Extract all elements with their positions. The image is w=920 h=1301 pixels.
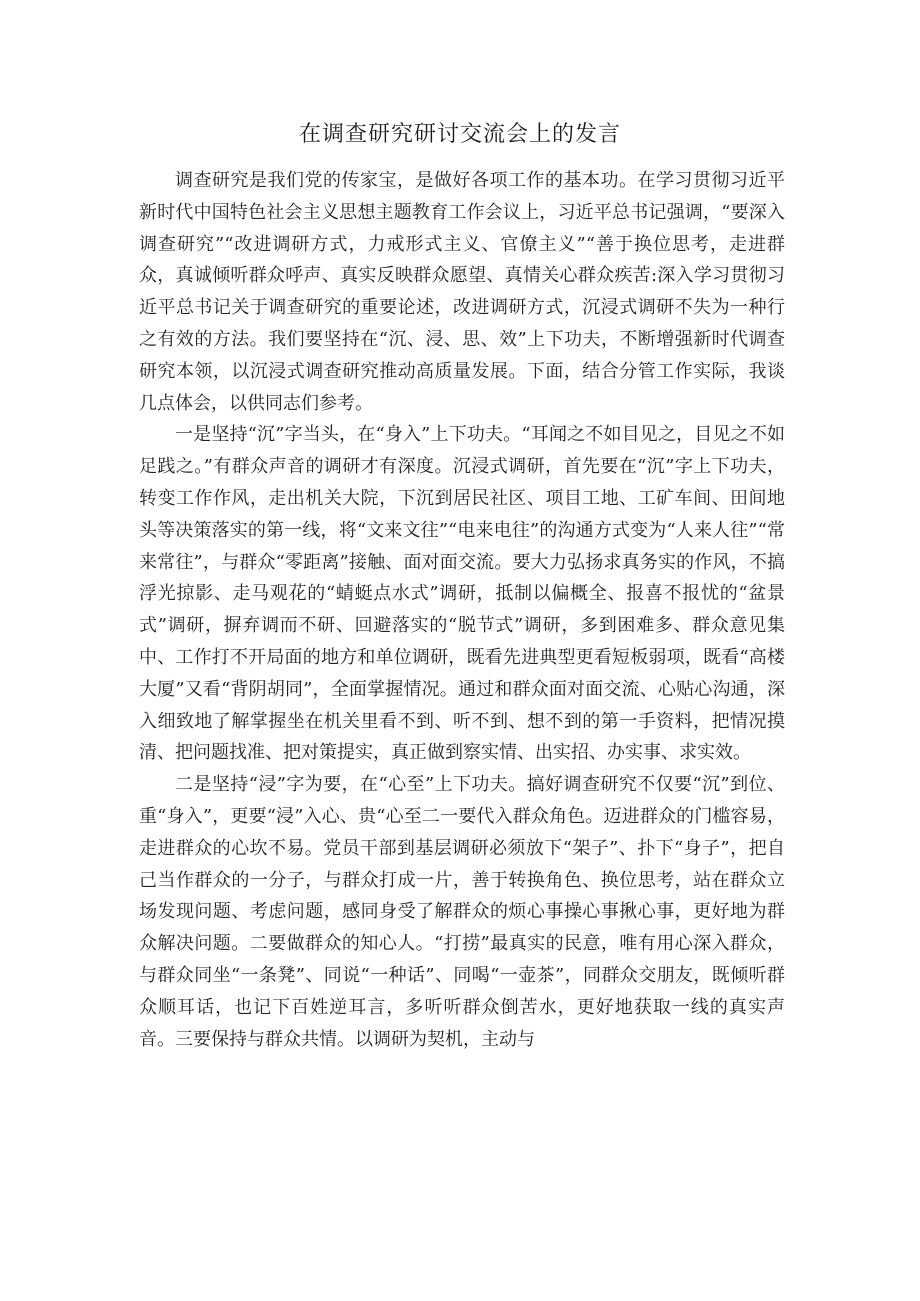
document-title: 在调查研究研讨交流会上的发言 [298, 122, 621, 147]
document-body [139, 165, 785, 1055]
paragraph-intro: 调查研究是我们党的传家宝，是做好各项工作的基本功。在学习贯彻习近平新时代中国特色社会主义思想主题教育工作会议上，习近平总书记强调，“要深入调查研究”“改进调研方式，力戒形式主义、官僚主义”“善于换位思考，走进群众，真诚倾听群众呼声、真实反映群众愿望、真情关心群众疾苦:深入学习贯彻习近平总书记关于调查研究的重要论述，改进调研方式，沉浸式调研不失为一种行之有效的方法。我们要坚持在“沉、浸、思、效”上下功夫，不断增强新时代调查研究本领，以沉浸式调查研究推动高质量发展。下面，结合分管工作实际，我谈几点体会，以供同志们参考。 [139, 170, 785, 414]
paragraph-point-one: 一是坚持“沉”字当头，在“身入”上下功夫。“耳闻之不如目见之，目见之不如足践之。”有群众声音的调研才有深度。沉浸式调研，首先要在“沉”字上下功夫，转变工作作风，走出机关大院，下沉到居民社区、项目工地、工矿车间、田间地头等决策落实的第一线，将“文来文往”“电来电往”的沟通方式变为“人来人往”“常来常往”，与群众“零距离”接触、面对面交流。要大力弘扬求真务实的作风，不搞浮光掠影、走马观花的“蜻蜓点水式”调研，抵制以偏概全、报喜不报忧的“盆景式”调研，摒弃调而不研、回避落实的“脱节式”调研，多到困难多、群众意见集中、工作打不开局面的地方和单位调研，既看先进典型更看短板弱项，既看“高楼大厦”又看“背阴胡同”，全面掌握情况。通过和群众面对面交流、心贴心沟通，深入细致地了解掌握坐在机关里看不到、听不到、想不到的第一手资料，把情况摸清、把问题找准、把对策提实，真正做到察实情、出实招、办实事、求实效。 [139, 424, 785, 764]
paragraph-point-two: 二是坚持“浸”字为要，在“心至”上下功夫。搞好调查研究不仅要“沉”到位、重“身入”，更要“浸”入心、贵“心至二一要代入群众角色。迈进群众的门槛容易，走进群众的心坎不易。党员干部到基层调研必须放下“架子”、扑下“身子”，把自己当作群众的一分子，与群众打成一片，善于转换角色、换位思考，站在群众立场发现问题、考虑问题，感同身受了解群众的烦心事操心事揪心事，更好地为群众解决问题。二要做群众的知心人。“打捞”最真实的民意，唯有用心深入群众，与群众同坐“一条凳”、同说“一种话”、同喝“一壶茶”，同群众交朋友，既倾听群众顺耳话，也记下百姓逆耳言，多听听群众倒苦水，更好地获取一线的真实声音。三要保持与群众共情。以调研为契机，主动与 [139, 774, 785, 1050]
